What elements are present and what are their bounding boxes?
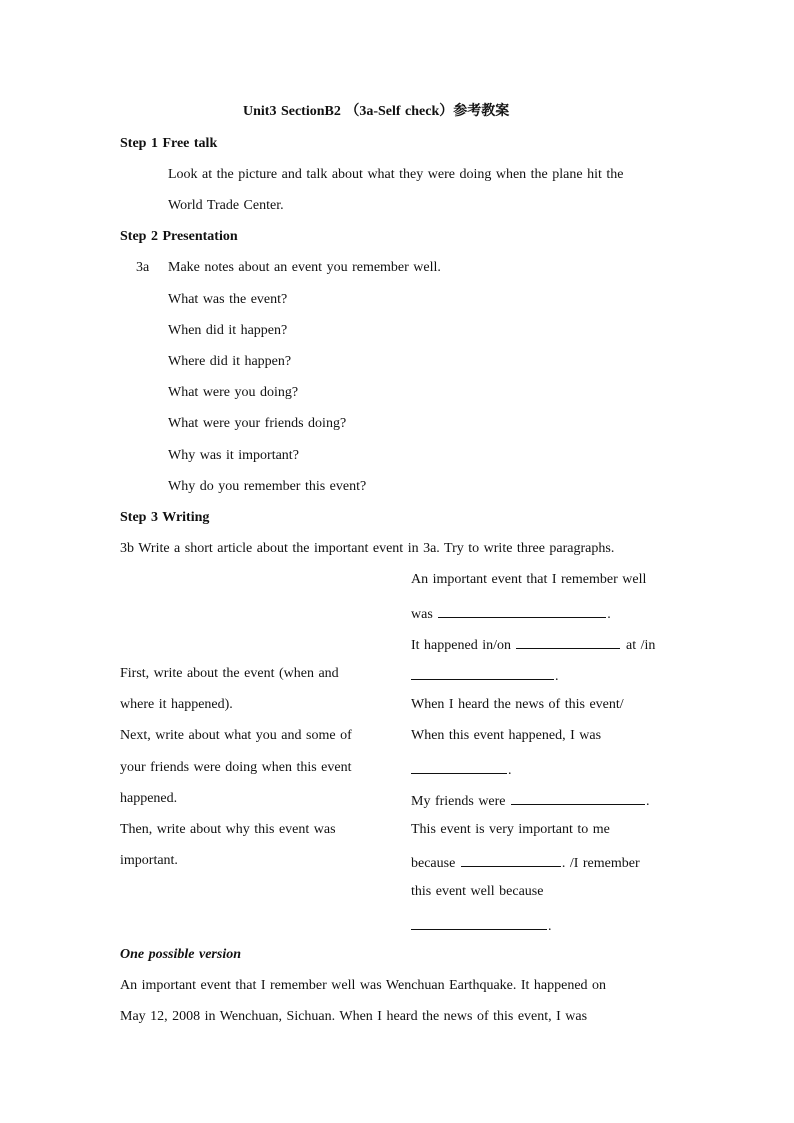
fill-in-blank bbox=[411, 915, 547, 930]
guidance-line: where it happened). bbox=[120, 697, 233, 712]
template-line bbox=[411, 915, 552, 936]
template-line bbox=[411, 852, 640, 873]
template-line: When I heard the news of this event/ bbox=[411, 697, 624, 712]
template-text: . bbox=[607, 607, 611, 622]
fill-in-blank bbox=[461, 852, 561, 867]
guidance-line: happened. bbox=[120, 791, 178, 806]
version-line: May 12, 2008 in Wenchuan, Sichuan. When I heard the news of this event, I was bbox=[120, 1009, 588, 1024]
guidance-line: First, write about the event (when and bbox=[120, 666, 339, 681]
step2-question: When did it happen? bbox=[168, 323, 288, 338]
fill-in-blank bbox=[516, 634, 620, 649]
template-text: . bbox=[555, 669, 559, 684]
template-text: . bbox=[646, 794, 650, 809]
guidance-line: your friends were doing when this event bbox=[120, 760, 352, 775]
fill-in-blank bbox=[511, 790, 645, 805]
template-text: . bbox=[508, 763, 512, 778]
step3-heading: Step 3 Writing bbox=[120, 510, 210, 525]
template-line: When this event happened, I was bbox=[411, 728, 602, 743]
step2-question: What were your friends doing? bbox=[168, 416, 347, 431]
template-text: because bbox=[411, 856, 456, 871]
template-line bbox=[411, 634, 655, 655]
step2-question: What were you doing? bbox=[168, 385, 299, 400]
step2-question: Why was it important? bbox=[168, 448, 299, 463]
step2-question: What was the event? bbox=[168, 292, 288, 307]
step1-line: Look at the picture and talk about what they were doing when the plane hit the bbox=[168, 167, 624, 182]
step2-label: 3a bbox=[136, 260, 150, 275]
template-line: this event well because bbox=[411, 884, 544, 899]
template-line bbox=[411, 603, 611, 624]
guidance-line: Next, write about what you and some of bbox=[120, 728, 352, 743]
version-heading: One possible version bbox=[120, 947, 241, 962]
template-text: was bbox=[411, 607, 433, 622]
template-text: It happened in/on bbox=[411, 638, 511, 653]
template-text: . bbox=[548, 919, 552, 934]
template-line: This event is very important to me bbox=[411, 822, 610, 837]
template-line bbox=[411, 665, 559, 686]
step3-instruction: 3b Write a short article about the important event in 3a. Try to write three paragraphs. bbox=[120, 541, 615, 556]
step1-heading: Step 1 Free talk bbox=[120, 136, 218, 151]
template-line bbox=[411, 790, 650, 811]
fill-in-blank bbox=[411, 665, 554, 680]
template-text: My friends were bbox=[411, 794, 506, 809]
step2-heading: Step 2 Presentation bbox=[120, 229, 238, 244]
guidance-line: important. bbox=[120, 853, 178, 868]
step2-question: Why do you remember this event? bbox=[168, 479, 367, 494]
step2-intro: Make notes about an event you remember well. bbox=[168, 260, 441, 275]
template-text: at /in bbox=[625, 638, 656, 653]
template-text: . /I remember bbox=[561, 856, 640, 871]
fill-in-blank bbox=[411, 759, 507, 774]
guidance-line: Then, write about why this event was bbox=[120, 822, 336, 837]
page-title: Unit3 SectionB2 （3a-Self check）参考教案 bbox=[243, 104, 510, 119]
fill-in-blank bbox=[438, 603, 606, 618]
template-line: An important event that I remember well bbox=[411, 572, 647, 587]
step1-line: World Trade Center. bbox=[168, 198, 284, 213]
step2-question: Where did it happen? bbox=[168, 354, 292, 369]
template-line bbox=[411, 759, 512, 780]
version-line: An important event that I remember well was Wenchuan Earthquake. It happened on bbox=[120, 978, 607, 993]
